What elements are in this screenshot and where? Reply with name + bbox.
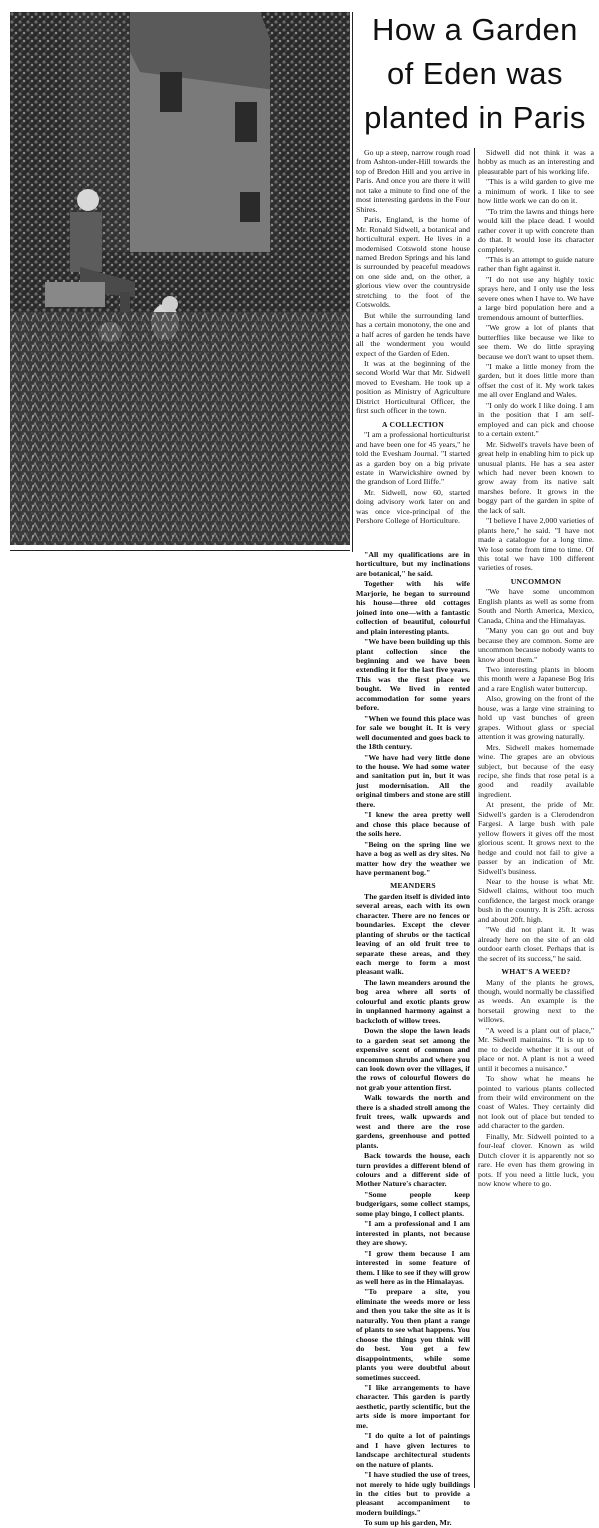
- paragraph: To sum up his garden, Mr.: [364, 1518, 452, 1528]
- paragraph: Finally, Mr. Sidwell pointed to a four-leaf clover. Known as wild Dutch clover it is apparently not so rare. He even has them growing in pots. If you need a little luck, you now know where to go.: [478, 1131, 594, 1189]
- paragraph: Walk towards the north and there is a shaded stroll among the fruit trees, walk upwards and west and there are the rose gardens, greenhouse and potted plants.: [356, 1093, 470, 1150]
- paragraph: "All my qualifications are in horticulture, but my inclinations are botanical," he said.: [356, 550, 470, 578]
- section-heading: A COLLECTION: [381, 419, 445, 429]
- paragraph: "We have some uncommon English plants as well as some from South and North America, Mexico, Canada, China and the Himalayas.: [478, 587, 594, 625]
- paragraph: Back towards the house, each turn provides a different blend of colours and a different side of Mother Nature's character.: [356, 1151, 470, 1189]
- paragraph: "Being on the spring line we have a bog as well as dry sites. No matter how dry the weather we have permanent bog.": [356, 839, 470, 877]
- paragraph: "This is a wild garden to give me a minimum of work. I like to see how little work we can do on it.: [478, 177, 594, 206]
- paragraph: Near to the house is what Mr. Sidwell claims, without too much confidence, the largest mock orange bush in the country. It is 25ft. across and about 20ft. high.: [478, 876, 594, 924]
- paragraph: Down the slope the lawn leads to a garden seat set among the expensive scent of common and uncommon shrubs and where you can look down over the villages, if the rows of colourful flowers do not grab your attention first.: [356, 1026, 470, 1092]
- paragraph: "I like arrangements to have character. This garden is partly aesthetic, partly scientific, but the arts side is more important for me.: [356, 1382, 470, 1430]
- paragraph: "I grow them because I am interested in some feature of them. I like to see if they will grow as well here as in the Himalayas.: [356, 1248, 470, 1286]
- paragraph: The lawn meanders around the bog area where all sorts of colourful and exotic plants grow in unplanned harmony against a backcloth of willow trees.: [356, 977, 470, 1025]
- paragraph: Mr. Sidwell's travels have been of great help in enabling him to pick up unusual plants. He has a sea aster which had never been known to grow away from its native salt marshes before. It grows in the boggy part of the garden in spite of the lack of salt.: [478, 439, 594, 515]
- paragraph: "I believe I have 2,000 varieties of plants here," he said. "I have not made a catalogue for a long time. We lose some from time to time. Of this total we have 100 different varieties of roses.: [478, 516, 594, 573]
- paragraph: "I make a little money from the garden, but it does little more than offset the cost of it. My work takes me all over England and Wales.: [478, 361, 594, 400]
- paragraph: "I do not use any highly toxic sprays here, and I only use the less severe ones when I have to. We have a large bird population here and a tremendous amount of butterflies.: [478, 274, 594, 322]
- section-heading: WHAT'S A WEED?: [501, 967, 571, 977]
- article-column-2: [478, 148, 594, 1238]
- paragraph: "We have been building up this plant collection since the beginning and we have been extending it for the last five years. This was the first place we bought. We lived in rented accommodation for some years before.: [356, 637, 470, 713]
- headline: [355, 8, 595, 140]
- column-rule: [352, 12, 353, 552]
- photo-rule: [10, 550, 350, 551]
- paragraph: "To prepare a site, you eliminate the weeds more or less and then you take the site as it is naturally. You then plant a range of plants to see what happens. You choose the things you think will do best. You get a few disappointments, while some plants you were doubtful about sometimes succeed.: [356, 1287, 470, 1382]
- paragraph: "I only do work I like doing. I am in the position that I am self-employed and can pick and choose to a certain extent.": [478, 400, 594, 439]
- paragraph: "We did not plant it. It was already here on the site of an old outdoor earth closet. Perhaps that is the secret of its success," he said.: [478, 925, 594, 963]
- paragraph: "A weed is a plant out of place," Mr. Sidwell maintains. "It is up to me to decide whether it is out of place or not. A plant is not a weed until it becomes a nuisance.": [478, 1025, 594, 1073]
- paragraph: Mrs. Sidwell makes homemade wine. The grapes are an obvious subject, but because of the easy recipe, she finds that rose petal is a good and readily available ingredient.: [478, 742, 594, 799]
- paragraph: "Some people keep budgerigars, some collect stamps, some play bingo, I collect plants.: [356, 1189, 470, 1218]
- garden-photo: [10, 12, 350, 545]
- photo-garden-man-dogs-icon: [10, 12, 350, 545]
- paragraph: "I knew the area pretty well and chose this place because of the soils here.: [356, 810, 470, 839]
- paragraph: At present, the pride of Mr. Sidwell's garden is a Clerodendron Fargesi. A large bush with pale yellow flowers it gives off the most glorious scent. It grows next to the hedge and could not fail to give a passer by an indication of Mr. Sidwell's business.: [478, 800, 594, 876]
- headline-line: of Eden was: [386, 56, 564, 91]
- paragraph: It was at the beginning of the second World War that Mr. Sidwell moved to Evesham. He took up a position as Ministry of Agriculture District Horticultural Officer, the first such officer in the town.: [356, 358, 470, 416]
- paragraph: The garden itself is divided into several areas, each with its own character. There are no fences or boundaries. Except the clever planting of shrubs or the tactical leaving of an old fruit tree to separate these areas, and they each merge to form a most pleasant walk.: [356, 891, 470, 977]
- paragraph: "We grow a lot of plants that butterflies like because we like to see them. We do little spraying because we don't want to upset them.: [478, 323, 594, 361]
- paragraph: Together with his wife Marjorie, he began to surround his house—three old cottages joined into one—with a fantastic collection of beautiful, colourful and plain interesting plants.: [356, 579, 470, 636]
- paragraph: Paris, England, is the home of Mr. Ronald Sidwell, a botanical and horticultural expert. He lives in a modernised Cotswold stone house named Bredon Springs and his land is surrounded by peaceful meadows on one side and, on the other, a glorious view over the countryside stretching to the foot of the Cotswolds.: [356, 215, 470, 310]
- paragraph: "I am a professional horticulturist and have been one for 45 years," he told the Evesham Journal. "I started as a garden boy on a big private estate in Warwickshire owned by the grandson of Lord Iliffe.": [356, 430, 470, 487]
- paragraph: "Many you can go out and buy because they are common. Some are uncommon because nobody wants to know about them.": [478, 626, 594, 664]
- paragraph: To show what he means he pointed to various plants collected from their wild environment on the coast of Wales. They certainly did not look out of place but tended to add character to the garden.: [478, 1074, 594, 1131]
- paragraph: "I have studied the use of trees, not merely to hide ugly buildings in the cities but to provide a pleasant accompaniment to modern buildings.": [356, 1470, 470, 1517]
- paragraph: "To trim the lawns and things here would kill the place dead. I would rather cover it up with concrete than do that. It would lose its character completely.: [478, 206, 594, 254]
- paragraph: Many of the plants he grows, though, would normally be classified as weeds. An example is the horsetail growing next to the willows.: [478, 977, 594, 1025]
- article-column-3: [356, 550, 470, 1528]
- paragraph: Sidwell did not think it was a hobby as much as an interesting and pleasurable part of his working life.: [478, 148, 594, 176]
- section-heading: UNCOMMON: [510, 576, 562, 586]
- paragraph: Also, growing on the front of the house, was a large vine straining to hold up vast bunches of green grapes. Without glass or special attention it was growing naturally.: [478, 694, 594, 742]
- headline-line: planted in Paris: [364, 100, 586, 135]
- paragraph: "This is an attempt to guide nature rather than fight against it.: [478, 254, 594, 274]
- paragraph: But while the surrounding land has a certain monotony, the one and a half acres of garden he tends have all the wonderment you would expect of the Garden of Eden.: [356, 310, 470, 358]
- column-rule: [474, 148, 475, 1488]
- paragraph: "We have had very little done to the house. We had some water and sanitation put in, but it was just modernisation. All the original timbers and stone are still there.: [356, 752, 470, 809]
- headline-line: How a Garden: [372, 12, 578, 47]
- paragraph: "I am a professional and I am interested in plants, not because they are showy.: [356, 1219, 470, 1248]
- paragraph: "When we found this place was for sale we bought it. It is very well documented and goes back to the 18th century.: [356, 713, 470, 752]
- article-column-1: [356, 148, 470, 548]
- paragraph: Mr. Sidwell, now 60, started doing advisory work later on and was once vice-principal of the Pershore College of Horticulture.: [356, 487, 470, 526]
- paragraph: Two interesting plants in bloom this month were a Japanese Bog Iris and a rare English water buttercup.: [478, 665, 594, 693]
- section-heading: MEANDERS: [390, 881, 436, 891]
- paragraph: Go up a steep, narrow rough road from Ashton-under-Hill towards the top of Bredon Hill and you arrive in Paris. And once you are there it will not take a minute to find one of the most interesting gardens in the Four Shires.: [356, 148, 470, 214]
- paragraph: "I do quite a lot of paintings and I have given lectures to landscape architectural students on the nature of plants.: [356, 1431, 470, 1469]
